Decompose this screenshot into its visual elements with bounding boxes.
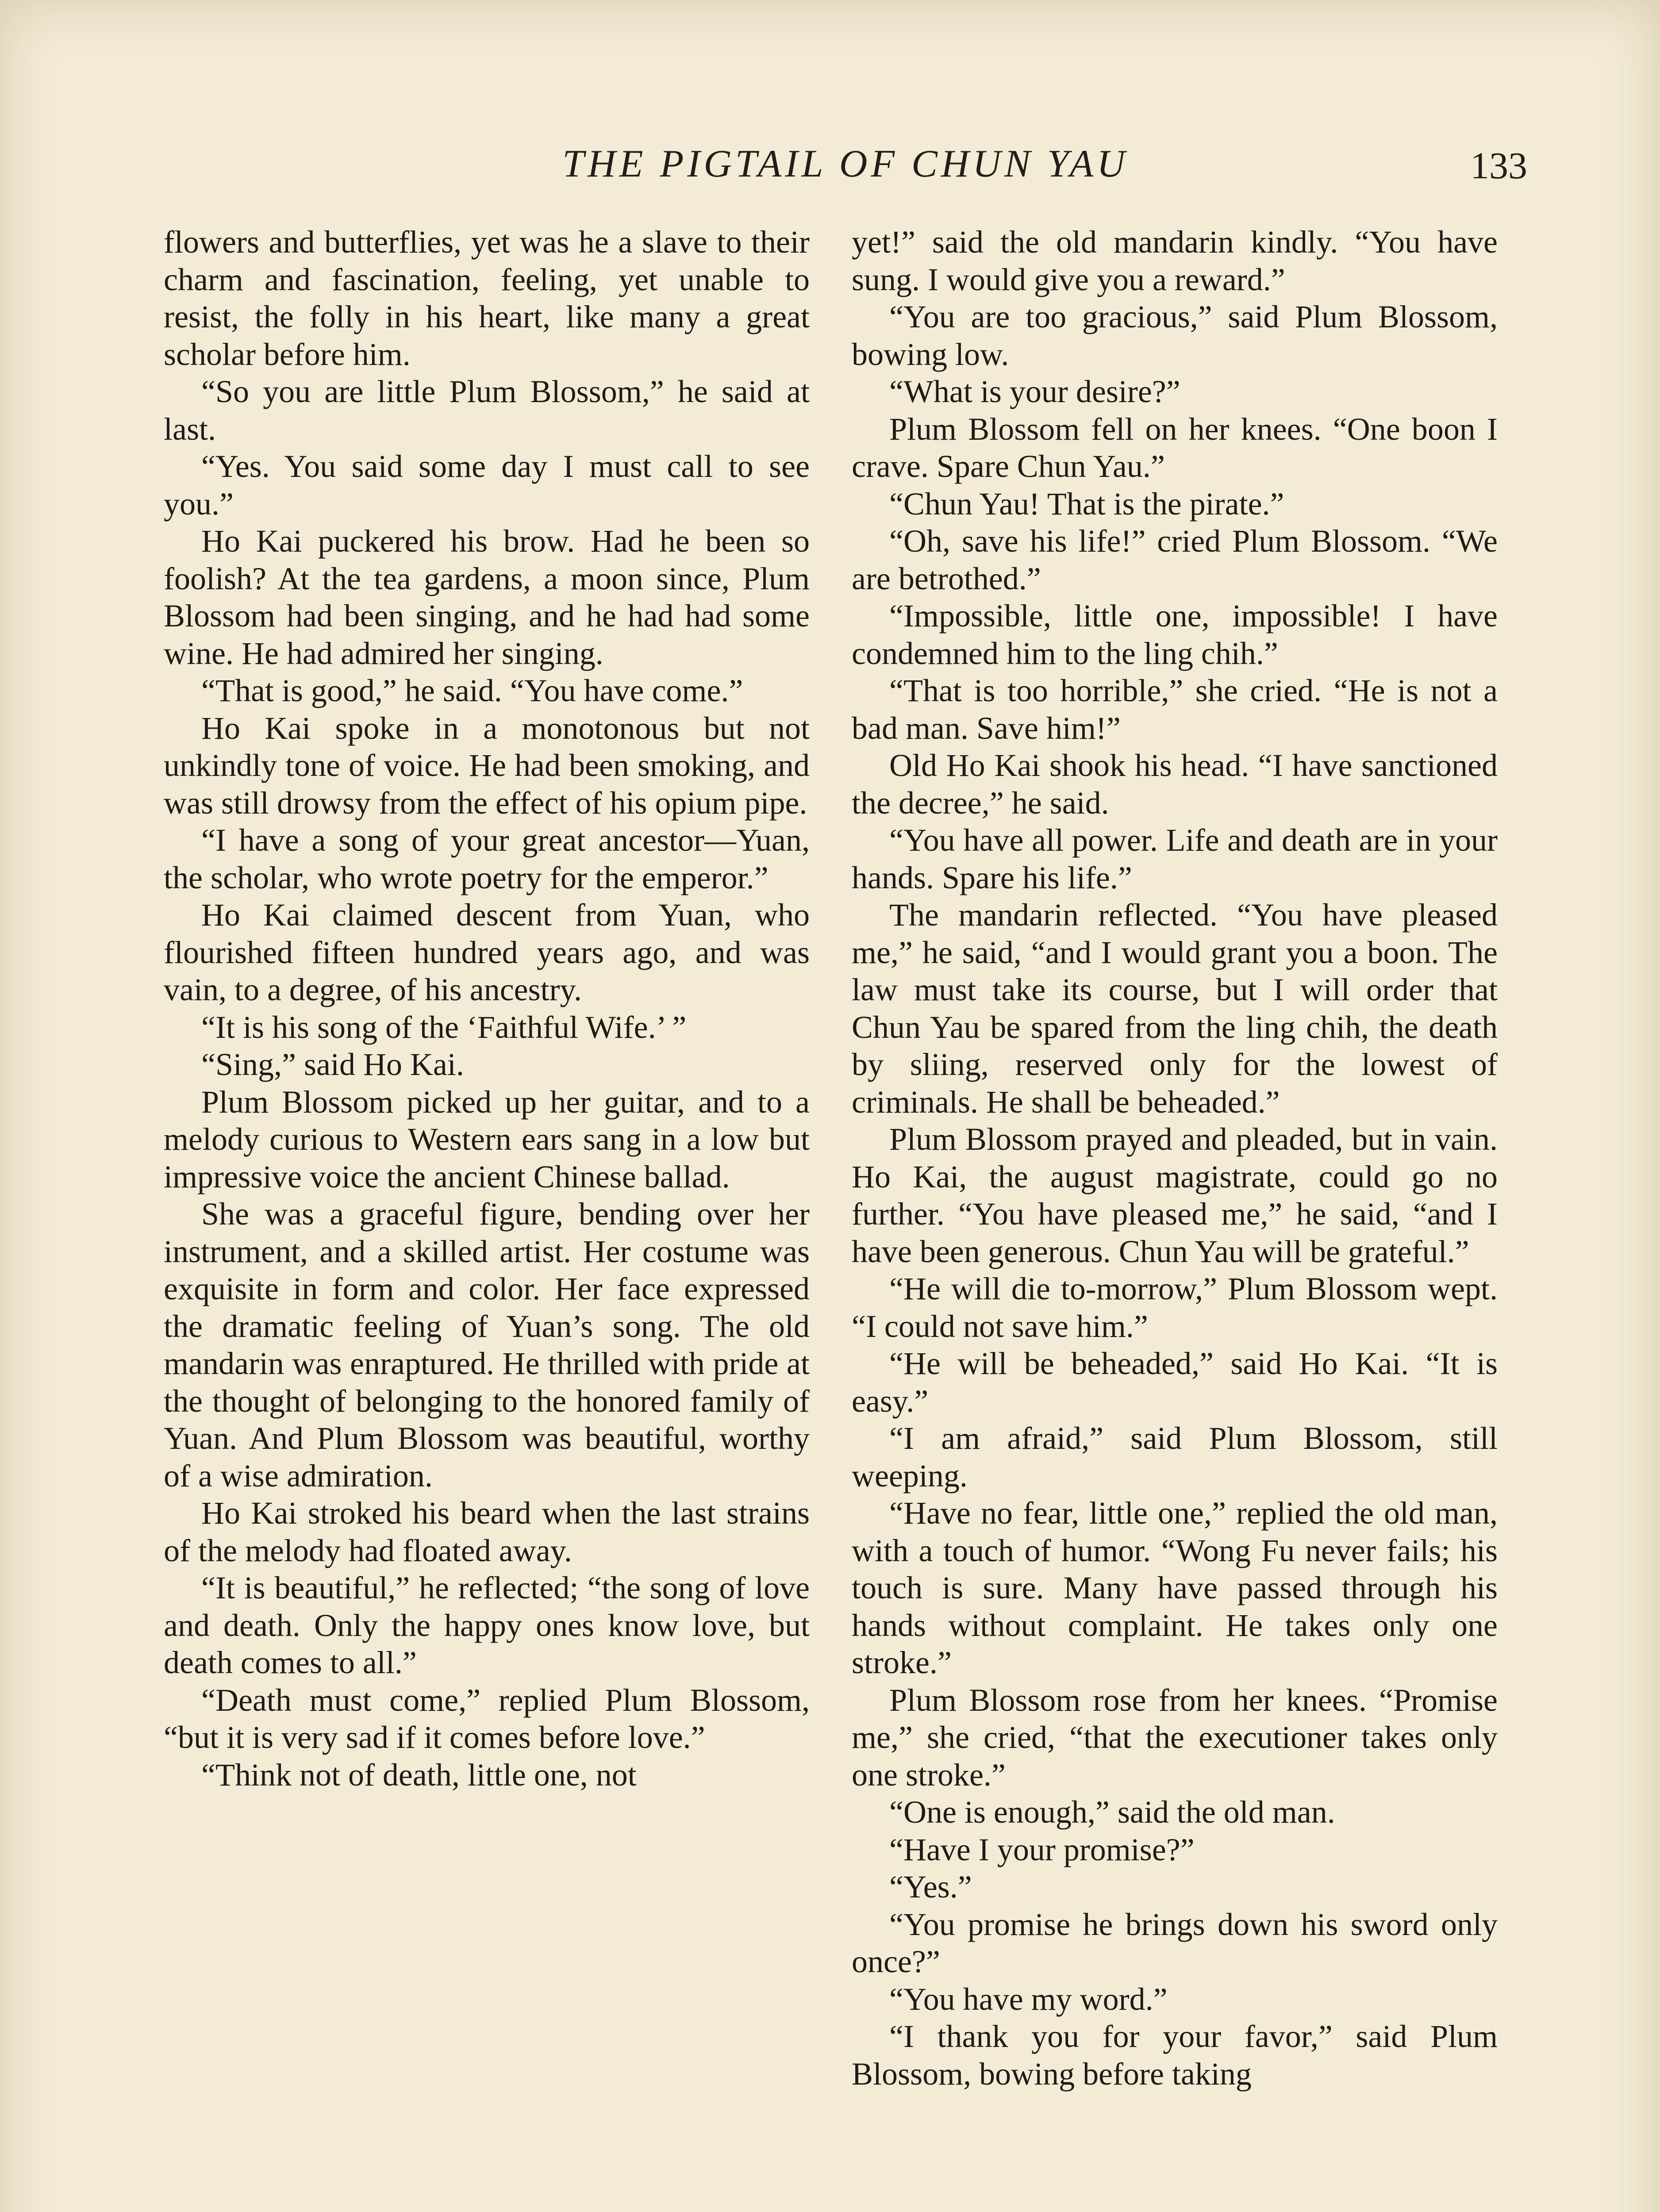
- paragraph: Plum Blossom picked up her guitar, and to a melody curious to Western ears sang in a low but impressive voice the ancient Chinese ballad.: [164, 1084, 810, 1194]
- running-title: THE PIGTAIL OF CHUN YAU: [562, 142, 1129, 185]
- paragraph: “You promise he brings down his sword only once?”: [852, 1906, 1498, 1979]
- paragraph: Ho Kai puckered his brow. Had he been so foolish? At the tea gardens, a moon since, Plum Blossom had been singing, and he had had some wine. He had admired her singing.: [164, 523, 810, 671]
- paragraph: The mandarin reflected. “You have pleased me,” he said, “and I would grant you a boon. The law must take its course, but I will order that Chun Yau be spared from the ling chih, the death by sliing, reserved only for the lowest of criminals. He shall be beheaded.”: [852, 897, 1498, 1120]
- paragraph: “Chun Yau! That is the pirate.”: [889, 486, 1284, 522]
- paragraph: “Impossible, little one, impossible! I have condemned him to the ling chih.”: [852, 598, 1498, 671]
- paragraph: “Death must come,” replied Plum Blossom, “but it is very sad if it comes before love.”: [164, 1682, 810, 1755]
- left-column: [164, 223, 810, 1793]
- paragraph: “You are too gracious,” said Plum Blossom, bowing low.: [852, 299, 1498, 372]
- paragraph: Ho Kai spoke in a monotonous but not unkindly tone of voice. He had been smoking, and was still drowsy from the effect of his opium pipe.: [164, 710, 810, 821]
- paragraph: Plum Blossom fell on her knees. “One boon I crave. Spare Chun Yau.”: [852, 411, 1498, 484]
- paragraph: “I have a song of your great ancestor—Yuan, the scholar, who wrote poetry for the emperor.”: [164, 822, 810, 895]
- paragraph: “Sing,” said Ho Kai.: [201, 1047, 464, 1082]
- paragraph: Old Ho Kai shook his head. “I have sanctioned the decree,” he said.: [852, 748, 1498, 821]
- paragraph: “Yes.”: [889, 1869, 972, 1905]
- paragraph: “It is his song of the ‘Faithful Wife.’ ”: [201, 1009, 687, 1045]
- paragraph: “You have all power. Life and death are in your hands. Spare his life.”: [852, 822, 1498, 895]
- paragraph: “Have I your promise?”: [889, 1832, 1195, 1867]
- paragraph: “You have my word.”: [889, 1981, 1168, 2017]
- paragraph: “What is your desire?”: [889, 374, 1180, 409]
- paragraph: “He will die to-morrow,” Plum Blossom wept. “I could not save him.”: [852, 1271, 1498, 1344]
- paragraph: “That is too horrible,” she cried. “He is not a bad man. Save him!”: [852, 673, 1498, 746]
- paragraph: “One is enough,” said the old man.: [889, 1794, 1335, 1830]
- paragraph: Plum Blossom rose from her knees. “Promise me,” she cried, “that the executioner takes only one stroke.”: [852, 1682, 1498, 1793]
- paragraph: “Think not of death, little one, not: [201, 1757, 637, 1793]
- paragraph: Plum Blossom prayed and pleaded, but in vain. Ho Kai, the august magistrate, could go no further. “You have pleased me,” he said, “and I have been generous. Chun Yau will be grateful.”: [852, 1121, 1498, 1269]
- paragraph: “Have no fear, little one,” replied the old man, with a touch of humor. “Wong Fu never fails; his touch is sure. Many have passed through his hands without complaint. He takes only one stroke.”: [852, 1495, 1498, 1680]
- paragraph: “He will be beheaded,” said Ho Kai. “It is easy.”: [852, 1346, 1498, 1419]
- paragraph: Ho Kai stroked his beard when the last strains of the melody had floated away.: [164, 1495, 810, 1568]
- paragraph: “It is beautiful,” he reflected; “the song of love and death. Only the happy ones know love, but death comes to all.”: [164, 1570, 810, 1680]
- paragraph: flowers and butterflies, yet was he a slave to their charm and fascination, feeling, yet unable to resist, the folly in his heart, like many a great scholar before him.: [164, 224, 810, 372]
- right-column: [852, 223, 1498, 2093]
- page-number: 133: [1470, 144, 1527, 187]
- paragraph: “I thank you for your favor,” said Plum Blossom, bowing before taking: [852, 2019, 1498, 2092]
- page-header: [164, 142, 1527, 208]
- paragraph: “Oh, save his life!” cried Plum Blossom. “We are betrothed.”: [852, 523, 1498, 596]
- paragraph: “That is good,” he said. “You have come.”: [201, 673, 743, 708]
- paragraph: Ho Kai claimed descent from Yuan, who flourished fifteen hundred years ago, and was vain, to a degree, of his ancestry.: [164, 897, 810, 1007]
- paragraph: “So you are little Plum Blossom,” he said at last.: [164, 374, 810, 447]
- paragraph: “I am afraid,” said Plum Blossom, still weeping.: [852, 1421, 1498, 1494]
- paragraph: “Yes. You said some day I must call to see you.”: [164, 449, 810, 522]
- paragraph: yet!” said the old mandarin kindly. “You have sung. I would give you a reward.”: [852, 224, 1498, 297]
- paragraph: She was a graceful figure, bending over her instrument, and a skilled artist. Her costume was exquisite in form and color. Her face expressed the dramatic feeling of Yuan’s song. The old mandarin was enraptured. He thrilled with pride at the thought of belonging to the honored family of Yuan. And Plum Blossom was beautiful, worthy of a wise admiration.: [164, 1196, 810, 1494]
